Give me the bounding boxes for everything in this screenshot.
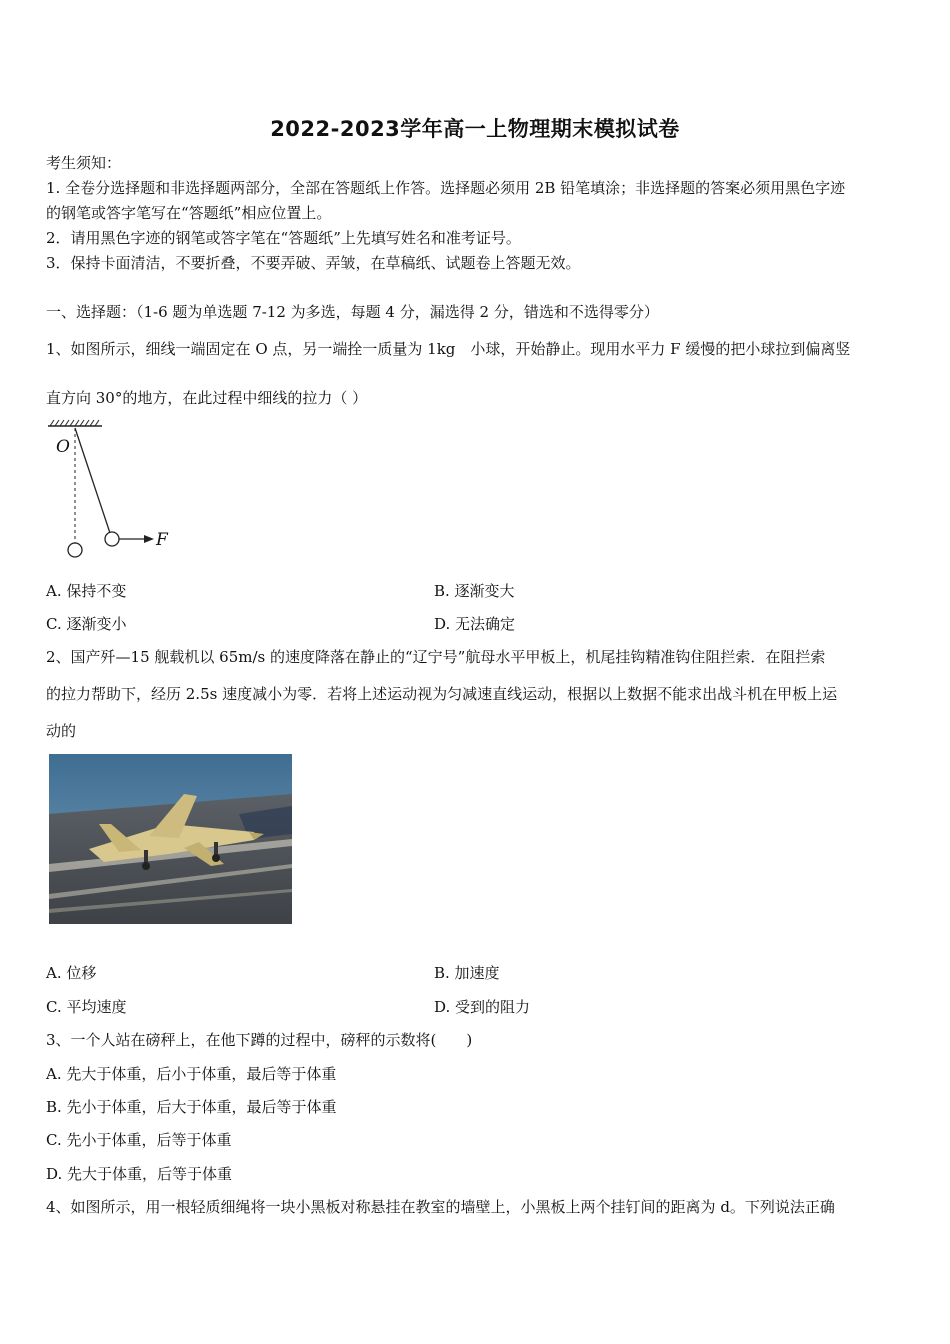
q2-stem-line-2: 的拉力帮助下，经历 2.5s 速度减小为零．若将上述运动视为匀减速直线运动，根据以上数据不能求出战斗机在甲板上运 [46,685,838,703]
pendulum-figure [40,418,180,568]
q1-option-d[interactable]: D. 无法确定 [434,615,516,633]
ceiling-hatch [50,420,99,426]
force-f-label: F [156,530,168,550]
notice-heading: 考生须知： [46,154,122,172]
q1-option-a[interactable]: A. 保持不变 [46,582,127,600]
q2-option-c[interactable]: C. 平均速度 [46,998,127,1016]
q2-option-b[interactable]: B. 加速度 [434,964,500,982]
page-title: 2022-2023学年高一上物理期末模拟试卷 [270,117,680,141]
string-line [75,428,110,533]
notice-item-1: 1. 全卷分选择题和非选择题两部分，全部在答题纸上作答。选择题必须用 2B 铅笔填涂；非选择题的答案必须用黑色字迹 [46,179,846,197]
q3-stem: 3、一个人站在磅秤上，在他下蹲的过程中，磅秤的示数将( ) [46,1031,473,1049]
q3-option-c[interactable]: C. 先小于体重，后等于体重 [46,1131,232,1149]
carrier-jet-photo [49,754,292,924]
q4-stem-line-1: 4、如图所示，用一根轻质细绳将一块小黑板对称悬挂在教室的墙壁上，小黑板上两个挂钉间的距离为 d。下列说法正确 [46,1198,835,1216]
q1-option-b[interactable]: B. 逐渐变大 [434,582,515,600]
q2-stem-line-1: 2、国产歼—15 舰载机以 65m/s 的速度降落在静止的“辽宁号”航母水平甲板上，机尾挂钩精准钩住阻拦索．在阻拦索 [46,648,826,666]
notice-item-3: 3．保持卡面清洁，不要折叠，不要弄破、弄皱，在草稿纸、试题卷上答题无效。 [46,254,581,272]
initial-ball [68,543,82,557]
q2-option-a[interactable]: A. 位移 [46,964,97,982]
section-heading: 一、选择题：（1-6 题为单选题 7-12 为多选，每题 4 分，漏选得 2 分，错选和不选得零分） [46,303,659,321]
q2-stem-line-3: 动的 [46,722,77,740]
q2-option-d[interactable]: D. 受到的阻力 [434,998,531,1016]
q1-stem-line-1: 1、如图所示，细线一端固定在 O 点，另一端拴一质量为 1kg 小球，开始静止。现用水平力 F 缓慢的把小球拉到偏离竖 [46,340,851,358]
point-o-label: O [56,437,70,457]
notice-item-1-cont: 的钢笔或答字笔写在“答题纸”相应位置上。 [46,204,332,222]
force-arrowhead [144,535,154,543]
q1-stem-line-2: 直方向 30°的地方，在此过程中细线的拉力（ ） [46,389,368,407]
q3-option-b[interactable]: B. 先小于体重，后大于体重，最后等于体重 [46,1098,337,1116]
q1-option-c[interactable]: C. 逐渐变小 [46,615,127,633]
q3-option-a[interactable]: A. 先大于体重，后小于体重，最后等于体重 [46,1065,337,1083]
notice-item-2: 2．请用黑色字迹的钢笔或答字笔在“答题纸”上先填写姓名和准考证号。 [46,229,521,247]
q3-option-d[interactable]: D. 先大于体重，后等于体重 [46,1165,233,1183]
displaced-ball [105,532,119,546]
